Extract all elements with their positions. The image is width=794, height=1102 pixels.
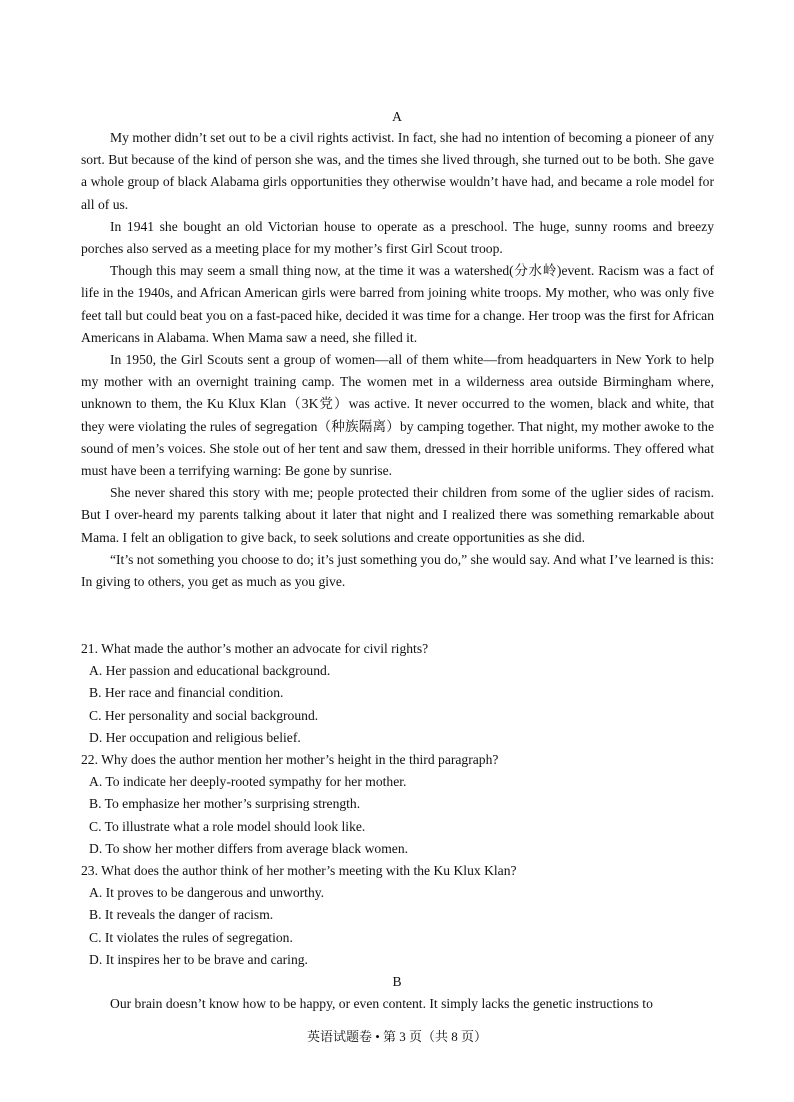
answer-option-a: A. It proves to be dangerous and unworthy. — [89, 885, 325, 901]
passage-a-paragraph-3: Though this may seem a small thing now, at the time it was a watershed(分水岭)event. Racism was a fact of life in the 1940s, and African American girls were barred from joining white troops. My mother, who was only five feet tall but could beat you on a fast-paced hike, decided it was time for a change. Her troop was the first for African Americans in Alabama. When Mama saw a need, she filled it. — [81, 263, 715, 345]
answer-option-c: C. To illustrate what a role model should look like. — [89, 818, 366, 834]
passage-a — [81, 127, 714, 593]
questions-block — [81, 638, 714, 971]
passage-a-paragraph-5: She never shared this story with me; people protected their children from some of the uglier sides of racism. But I over-heard my parents talking about it later that night and I realized there was something remarkable about Mama. I felt an obligation to give back, to seek solutions and create opportunities as she did. — [81, 485, 714, 545]
passage-a-paragraph-2: In 1941 she bought an old Victorian house to operate as a preschool. The huge, sunny rooms and breezy porches also served as a meeting place for my mother’s first Girl Scout troop. — [81, 218, 714, 257]
answer-option-c: C. It violates the rules of segregation. — [89, 929, 293, 945]
passage-a-paragraph-6: “It’s not something you choose to do; it’s just something you do,” she would say. And what I’ve learned is this: In giving to others, you get as much as you give. — [81, 551, 714, 590]
section-a-label: A — [392, 109, 402, 124]
answer-option-b: B. Her race and financial condition. — [89, 685, 284, 701]
page-footer: 英语试题卷 • 第 3 页（共 8 页） — [306, 1029, 488, 1044]
answer-option-b: B. It reveals the danger of racism. — [89, 907, 274, 923]
passage-a-paragraph-1: My mother didn’t set out to be a civil rights activist. In fact, she had no intention of becoming a pioneer of any sort. But because of the kind of person she was, and the times she lived through, she turned out to be both. She gave a whole group of black Alabama girls opportunities they otherwise wouldn’t have had, and became a role model for all of us. — [81, 130, 714, 212]
answer-option-d: D. To show her mother differs from average black women. — [89, 840, 409, 856]
answer-option-d: D. Her occupation and religious belief. — [89, 729, 301, 745]
answer-option-b: B. To emphasize her mother’s surprising strength. — [89, 796, 361, 812]
answer-option-c: C. Her personality and social background. — [89, 707, 319, 723]
section-b-label: B — [392, 974, 402, 989]
question-stem: 21. What made the author’s mother an advocate for civil rights? — [81, 641, 429, 656]
question-stem: 22. Why does the author mention her mother’s height in the third paragraph? — [81, 752, 499, 768]
question-21 — [81, 638, 714, 749]
answer-option-a: A. Her passion and educational background. — [89, 663, 331, 679]
question-23 — [81, 860, 714, 971]
question-stem: 23. What does the author think of her mother’s meeting with the Ku Klux Klan? — [81, 863, 517, 879]
passage-b-first-line: Our brain doesn’t know how to be happy, or even content. It simply lacks the genetic instructions to — [110, 996, 653, 1011]
question-22 — [81, 749, 714, 860]
answer-option-a: A. To indicate her deeply-rooted sympathy for her mother. — [89, 774, 407, 790]
passage-a-paragraph-4: In 1950, the Girl Scouts sent a group of women—all of them white—from headquarters in New York to help my mother with an overnight training camp. The women met in a wilderness area outside Birmingham where, unknown to them, the Ku Klux Klan（3K党）was active. It never occurred to the women, black and white, that they were violating the rules of segregation（种族隔离）by camping together. That night, my mother awoke to the sound of men’s voices. She stole out of her tent and saw them, dressed in their horrible uniforms. They offered what must have been a terrifying warning: Be gone by sunrise. — [81, 352, 714, 479]
passage-b — [81, 993, 714, 1015]
answer-option-d: D. It inspires her to be brave and caring. — [89, 951, 308, 967]
